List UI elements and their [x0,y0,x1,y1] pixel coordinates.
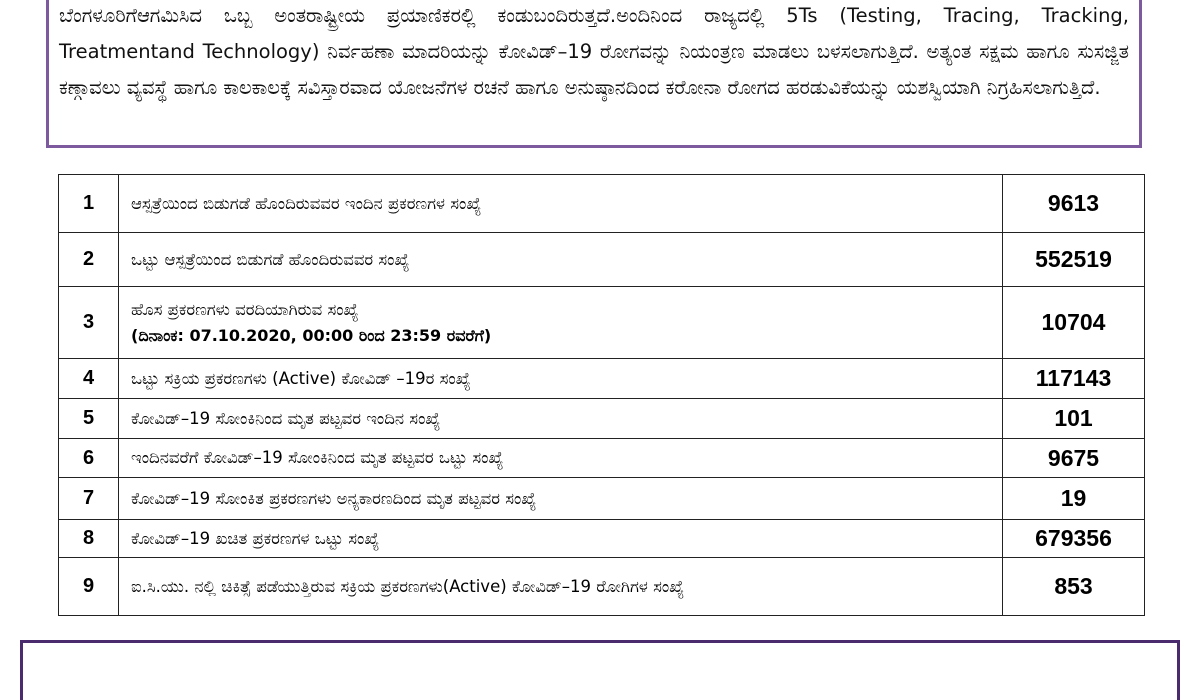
row-number: 9 [59,558,119,616]
row-value: 117143 [1003,359,1145,399]
row-description [119,520,1003,558]
page-frame [20,640,1180,700]
row-description-text: ಕೋವಿಡ್–19 ಖಚಿತ ಪ್ರಕರಣಗಳ ಒಟ್ಟು ಸಂಖ್ಯೆ [131,528,380,548]
row-description-text: ಕೋವಿಡ್–19 ಸೋಂಕಿತ ಪ್ರಕರಣಗಳು ಅನ್ಯಕಾರಣದಿಂದ ಮೃತ ಪಟ್ಟವರ ಸಂಖ್ಯೆ [131,488,537,508]
row-description-text: ಆಸ್ಪತ್ರೆಯಿಂದ ಬಿಡುಗಡೆ ಹೊಂದಿರುವವರ ಇಂದಿನ ಪ್ರಕರಣಗಳ ಸಂಖ್ಯೆ [131,193,482,213]
row-number: 4 [59,359,119,399]
row-description [119,359,1003,399]
row-number: 6 [59,439,119,478]
row-date-range: (ದಿನಾಂಕ: 07.10.2020, 00:00 ರಿಂದ 23:59 ರವರೆಗೆ) [131,325,492,345]
table-row [59,399,1145,439]
row-description-text: ಇಂದಿನವರೆಗೆ ಕೋವಿಡ್–19 ಸೋಂಕಿನಿಂದ ಮೃತ ಪಟ್ಟವರ ಒಟ್ಟು ಸಂಖ್ಯೆ [131,448,504,467]
table-row [59,558,1145,616]
table-row [59,359,1145,399]
row-description [119,287,1003,359]
row-description [119,175,1003,233]
row-value: 19 [1003,478,1145,520]
row-value: 9613 [1003,175,1145,233]
intro-box [46,0,1142,148]
row-description-text: ಒಟ್ಟು ಆಸ್ಪತ್ರೆಯಿಂದ ಬಿಡುಗಡೆ ಹೊಂದಿರುವವರ ಸಂಖ್ಯೆ [131,249,410,269]
row-description [119,439,1003,478]
row-description [119,558,1003,616]
row-value: 679356 [1003,520,1145,558]
row-description [119,478,1003,520]
covid-stats-table [58,174,1145,616]
row-description-text: ಕೋವಿಡ್–19 ಸೋಂಕಿನಿಂದ ಮೃತ ಪಟ್ಟವರ ಇಂದಿನ ಸಂಖ್ಯೆ [131,408,441,428]
table-row [59,520,1145,558]
row-description [119,399,1003,439]
row-value: 101 [1003,399,1145,439]
intro-paragraph: ಬೆಂಗಳೂರಿಗೆಆಗಮಿಸಿದ ಒಬ್ಬ ಅಂತರಾಷ್ಟ್ರೀಯ ಪ್ರಯಾಣಿಕರಲ್ಲಿ ಕಂಡುಬಂದಿರುತ್ತದೆ.ಅಂದಿನಿಂದ ರಾಜ್ಯದಲ್ಲಿ 5Ts (Testing, Tracing, Tracking, Treatmentand Technology) ನಿರ್ವಹಣಾ ಮಾದರಿಯನ್ನು ಕೋವಿಡ್–19 ರೋಗವನ್ನು ನಿಯಂತ್ರಣ ಮಾಡಲು ಬಳಸಲಾಗುತ್ತಿದೆ. ಅತ್ಯಂತ ಸಕ್ಷಮ ಹಾಗೂ ಸುಸಜ್ಜಿತ ಕಣ್ಗಾವಲು ವ್ಯವಸ್ಥೆ ಹಾಗೂ ಕಾಲಕಾಲಕ್ಕೆ ಸವಿಸ್ತಾರವಾದ ಯೋಜನೆಗಳ ರಚನೆ ಹಾಗೂ ಅನುಷ್ಠಾನದಿಂದ ಕರೋನಾ ರೋಗದ ಹರಡುವಿಕೆಯನ್ನು ಯಶಸ್ವಿಯಾಗಿ ನಿಗ್ರಹಿಸಲಾಗುತ್ತಿದೆ. [59,4,1129,99]
row-value: 552519 [1003,233,1145,287]
table-row [59,287,1145,359]
row-description [119,233,1003,287]
table-row [59,439,1145,478]
row-value: 10704 [1003,287,1145,359]
row-number: 2 [59,233,119,287]
row-description-text: ಒಟ್ಟು ಸಕ್ರಿಯ ಪ್ರಕರಣಗಳು (Active) ಕೋವಿಡ್ –19ರ ಸಂಖ್ಯೆ [131,368,471,388]
row-value: 9675 [1003,439,1145,478]
row-value: 853 [1003,558,1145,616]
table-row [59,233,1145,287]
table-row [59,175,1145,233]
table-row [59,478,1145,520]
row-number: 7 [59,478,119,520]
row-description-text: ಐ.ಸಿ.ಯು. ನಲ್ಲಿ ಚಿಕಿತ್ಸೆ ಪಡೆಯುತ್ತಿರುವ ಸಕ್ರಿಯ ಪ್ರಕರಣಗಳು(Active) ಕೋವಿಡ್–19 ರೋಗಿಗಳ ಸಂಖ್ಯೆ [131,576,685,596]
row-number: 3 [59,287,119,359]
row-number: 1 [59,175,119,233]
row-description-text: ಹೊಸ ಪ್ರಕರಣಗಳು ವರದಿಯಾಗಿರುವ ಸಂಖ್ಯೆ [131,299,359,319]
row-number: 8 [59,520,119,558]
row-number: 5 [59,399,119,439]
